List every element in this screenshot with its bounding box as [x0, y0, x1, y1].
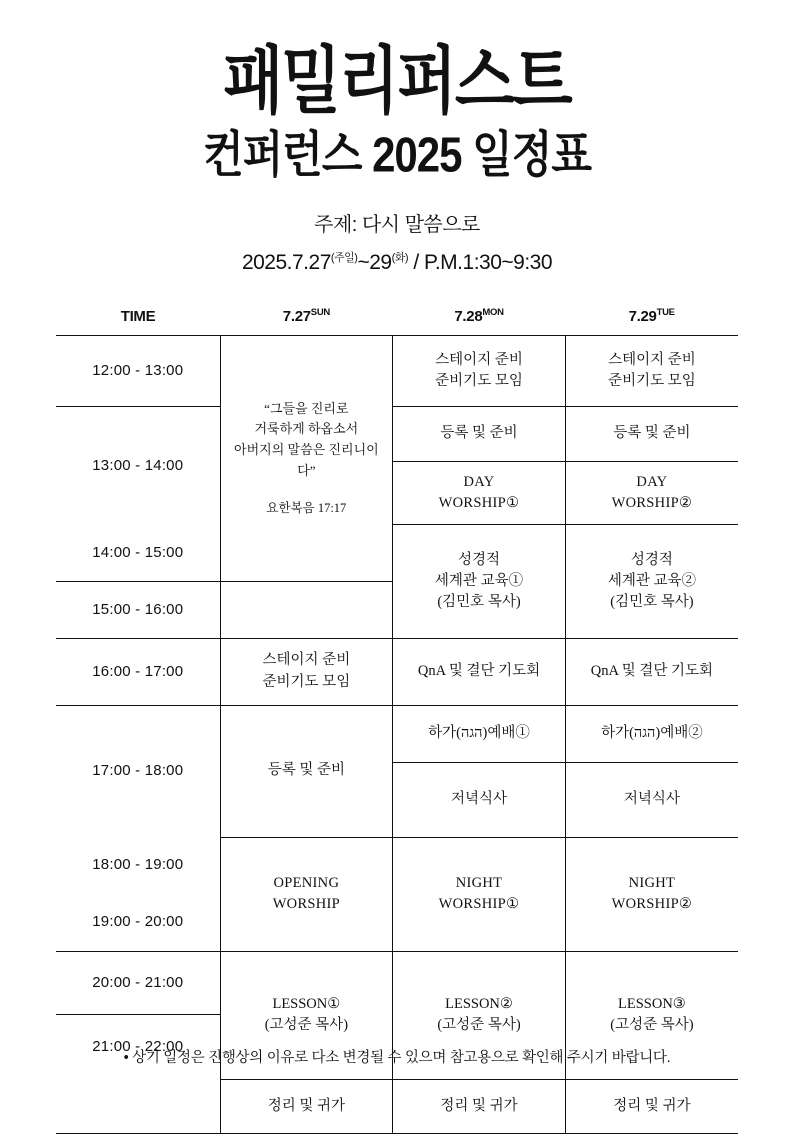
table-row — [56, 705, 738, 762]
monday-qna: QnA 및 결단 기도회 — [393, 638, 566, 705]
tuesday-bible-class: 성경적 세계관 교육② (김민호 목사) — [565, 525, 738, 639]
poster-daterange — [56, 249, 738, 275]
time-slot-1200: 12:00 - 13:00 — [56, 336, 220, 407]
tuesday-qna: QnA 및 결단 기도회 — [565, 638, 738, 705]
poster-subtitle: 주제: 다시 말씀으로 — [314, 214, 480, 236]
monday-stage-prep: 스테이지 준비 준비기도 모임 — [393, 336, 566, 407]
table-row — [56, 1079, 738, 1134]
column-header-sun-label: 7.27 — [282, 308, 311, 325]
tuesday-day-worship: DAY WORSHIP② — [565, 462, 738, 525]
tuesday-closing: 정리 및 귀가 — [565, 1079, 738, 1134]
date-mid: ~29 — [357, 251, 392, 274]
table-row — [56, 407, 738, 462]
column-header-mon — [393, 301, 566, 336]
table-row — [56, 952, 738, 1015]
time-slot-2100: 21:00 - 22:00 — [56, 1015, 220, 1080]
time-slot-2000: 20:00 - 21:00 — [56, 952, 220, 1015]
monday-hagah: 하가(הגה)예배① — [393, 705, 566, 762]
table-row — [56, 525, 738, 582]
column-header-time — [56, 301, 220, 336]
schedule-table — [56, 301, 738, 1134]
sunday-verse-cell — [220, 336, 393, 582]
date-sup-tuesday: (화) — [391, 252, 409, 264]
time-slot-closing — [56, 1079, 220, 1134]
monday-registration: 등록 및 준비 — [393, 407, 566, 462]
time-slot-1300: 13:00 - 14:00 — [56, 407, 220, 525]
sunday-empty-1500 — [220, 581, 393, 638]
column-header-tue — [565, 301, 738, 336]
tuesday-dinner: 저녁식사 — [565, 762, 738, 837]
table-row — [56, 837, 738, 893]
time-slot-1900: 19:00 - 20:00 — [56, 893, 220, 952]
table-header-row — [56, 301, 738, 336]
verse-reference: 요한복음 17:17 — [266, 500, 347, 515]
footer-note: • 상기 일정은 진행상의 이유로 다소 변경될 수 있으며 참고용으로 확인해 주시기 바랍니다. — [123, 1050, 671, 1066]
column-header-mon-label: 7.28 — [454, 308, 483, 325]
sunday-lesson: LESSON① (고성준 목사) — [220, 952, 393, 1080]
date-prefix: 2025.7.27 — [241, 251, 331, 274]
column-header-tue-sup: TUE — [656, 307, 675, 318]
table-row — [56, 336, 738, 407]
column-header-sun-sup: SUN — [310, 307, 330, 318]
table-row — [56, 638, 738, 705]
monday-closing: 정리 및 귀가 — [393, 1079, 566, 1134]
monday-bible-class: 성경적 세계관 교육① (김민호 목사) — [393, 525, 566, 639]
tuesday-stage-prep: 스테이지 준비 준비기도 모임 — [565, 336, 738, 407]
time-slot-1800: 18:00 - 19:00 — [56, 837, 220, 893]
column-header-tue-label: 7.29 — [628, 308, 657, 325]
monday-dinner: 저녁식사 — [393, 762, 566, 837]
time-slot-1500: 15:00 - 16:00 — [56, 581, 220, 638]
tuesday-registration: 등록 및 준비 — [565, 407, 738, 462]
monday-day-worship: DAY WORSHIP① — [393, 462, 566, 525]
monday-night-worship: NIGHT WORSHIP① — [393, 837, 566, 952]
sunday-closing: 정리 및 귀가 — [220, 1079, 393, 1134]
tuesday-hagah: 하가(הגה)예배② — [565, 705, 738, 762]
verse-text: “그들을 진리로 거룩하게 하옵소서 아버지의 말씀은 진리니이다” — [234, 400, 379, 479]
column-header-time-label: TIME — [120, 307, 156, 325]
column-header-sun — [220, 301, 393, 336]
column-header-mon-sup: MON — [482, 307, 504, 318]
monday-lesson: LESSON② (고성준 목사) — [393, 952, 566, 1080]
sunday-stage-prep: 스테이지 준비 준비기도 모임 — [220, 638, 393, 705]
date-suffix: / P.M.1:30~9:30 — [408, 251, 553, 274]
tuesday-lesson: LESSON③ (고성준 목사) — [565, 952, 738, 1080]
date-sup-sunday: (주일) — [330, 252, 358, 264]
sunday-registration: 등록 및 준비 — [220, 705, 393, 837]
sunday-opening-worship: OPENING WORSHIP — [220, 837, 393, 952]
time-slot-1400: 14:00 - 15:00 — [56, 525, 220, 582]
poster-title-line2: 컨퍼런스 2025 일정표 — [203, 126, 591, 182]
poster-title-line1: 패밀리퍼스트 — [223, 41, 571, 123]
tuesday-night-worship: NIGHT WORSHIP② — [565, 837, 738, 952]
title-block — [56, 0, 738, 182]
time-slot-1600: 16:00 - 17:00 — [56, 638, 220, 705]
time-slot-1700: 17:00 - 18:00 — [56, 705, 220, 837]
